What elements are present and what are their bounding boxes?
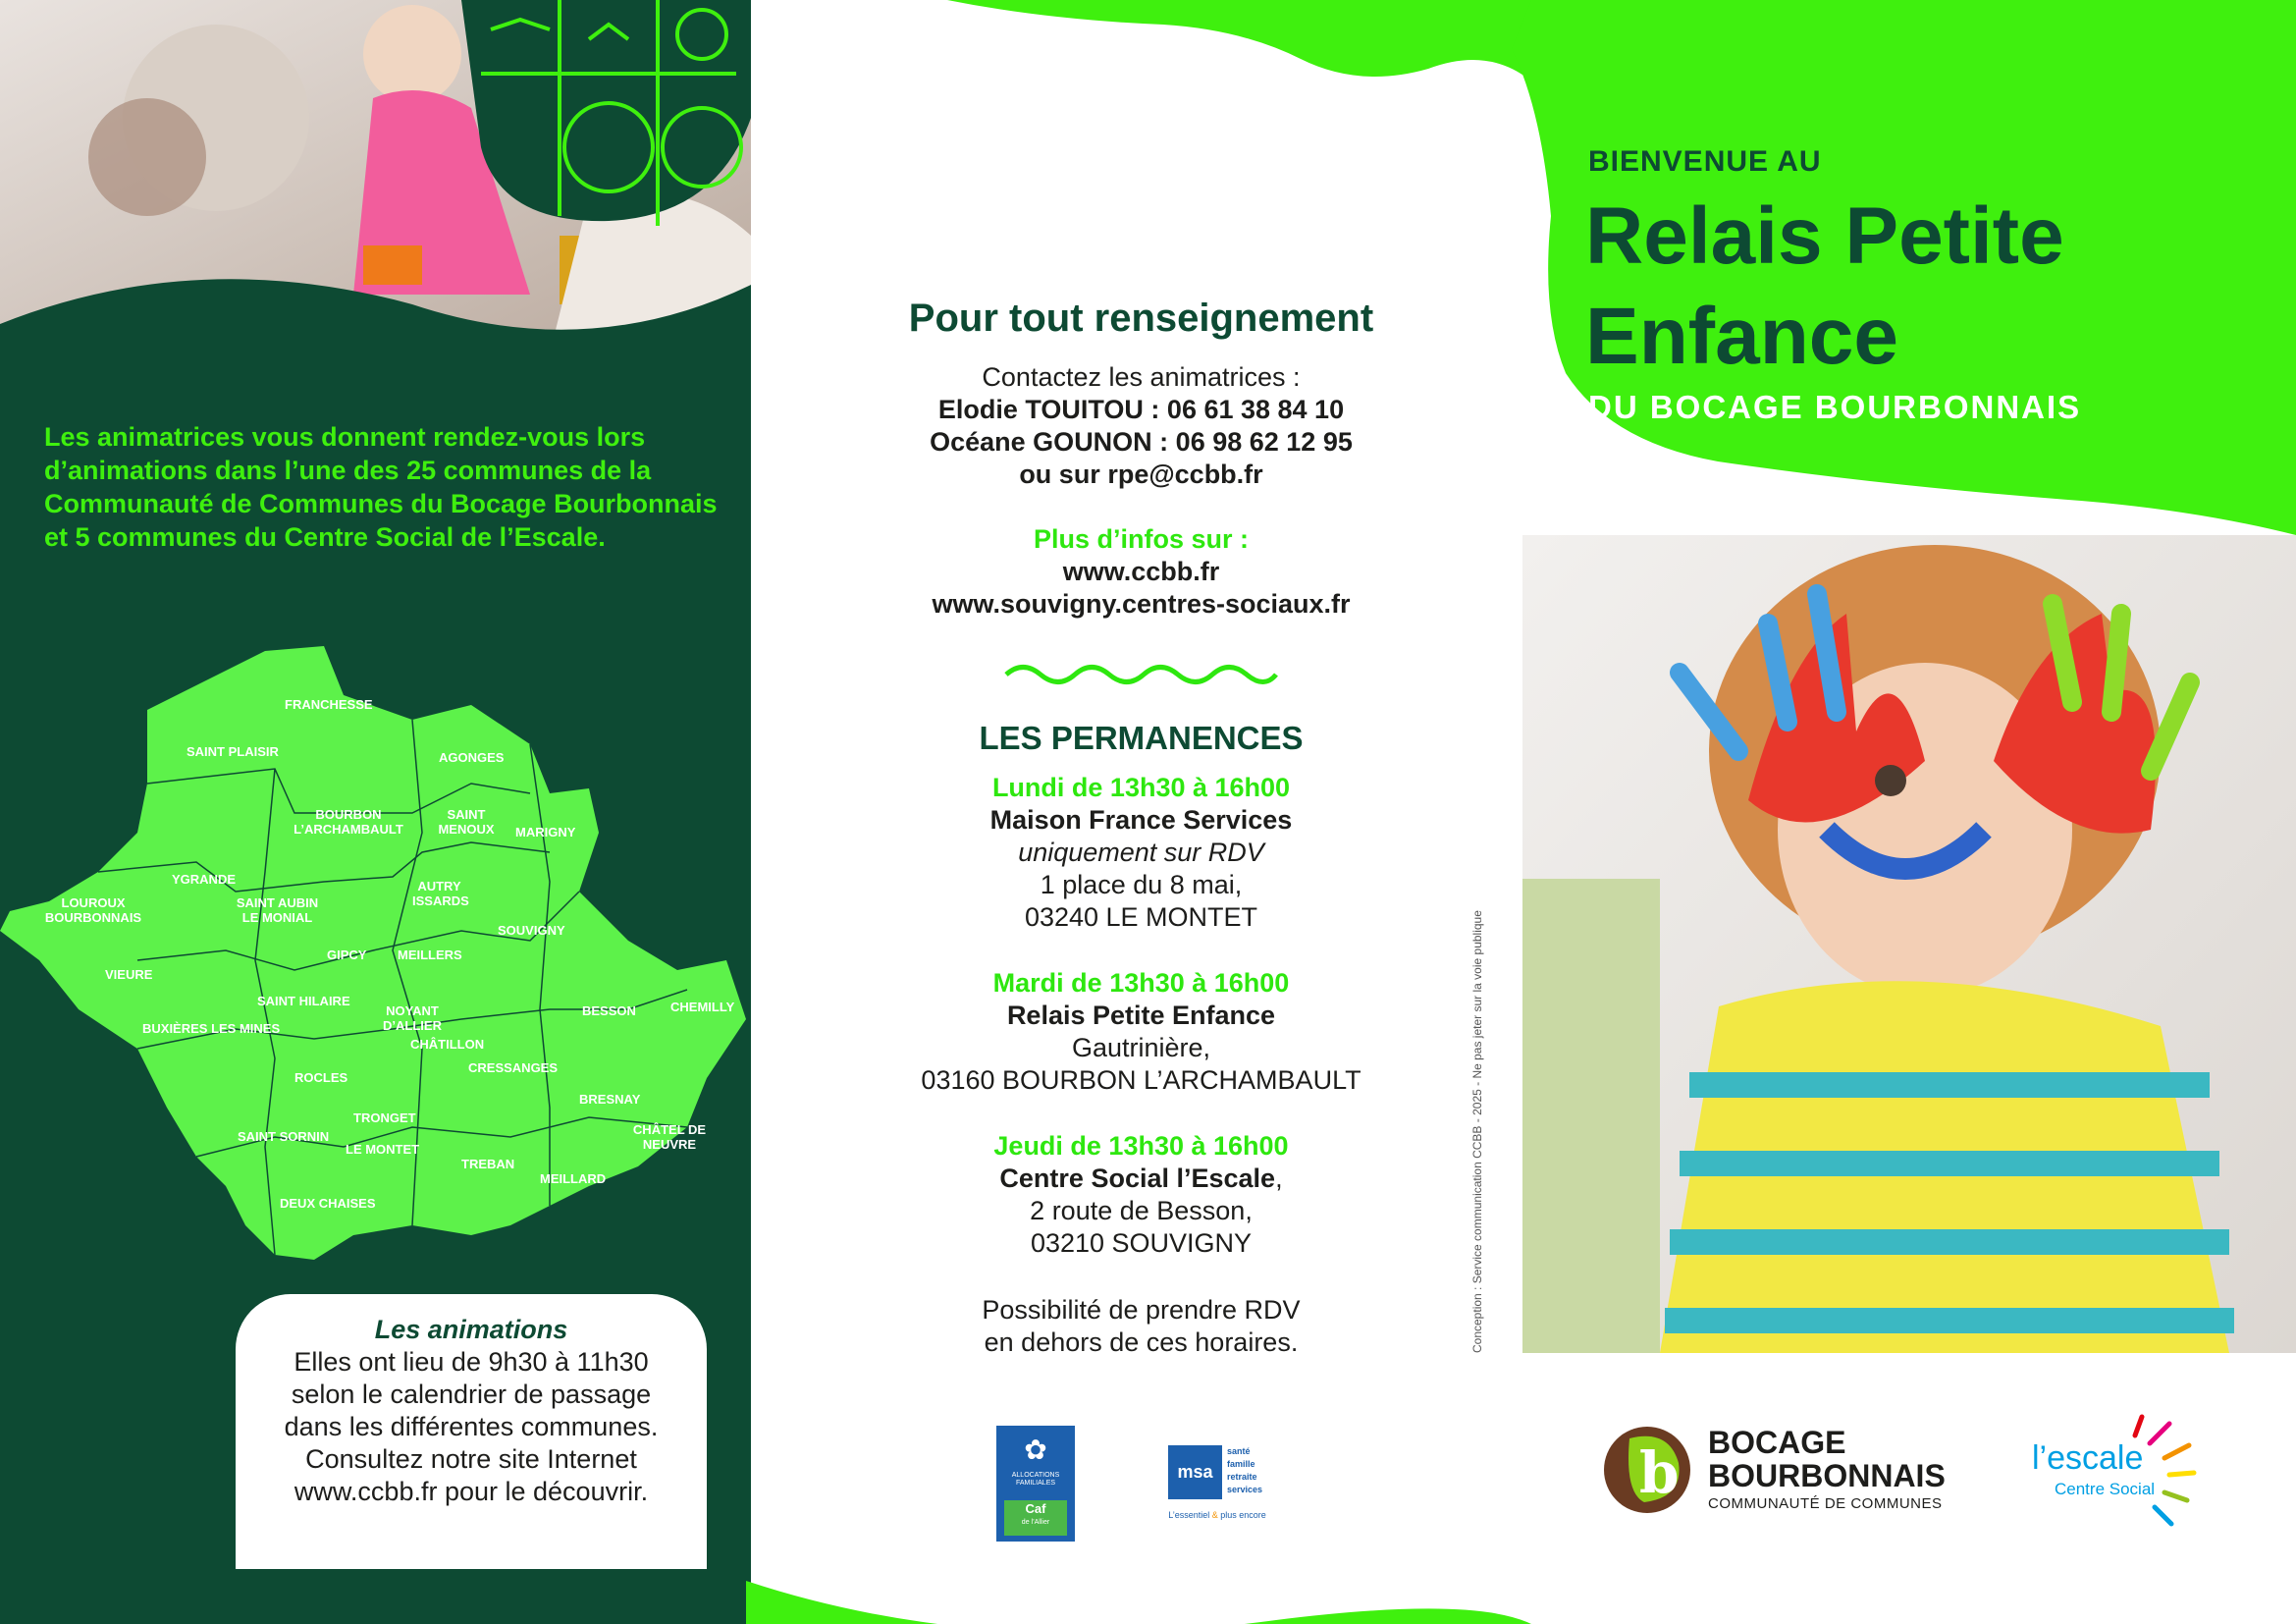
map-label-chemilly: CHEMILLY (670, 1000, 735, 1014)
map-label-saint-aubin: SAINT AUBIN LE MONIAL (236, 895, 319, 925)
perm-thursday-time: Jeudi de 13h30 à 16h00 (993, 1131, 1289, 1161)
msa-logo (1139, 1445, 1296, 1529)
map-label-marigny: MARIGNY (515, 825, 576, 839)
welcome-label: BIENVENUE AU (1588, 145, 1822, 178)
map-label-le-montet: LE MONTET (346, 1142, 420, 1157)
map-label-noyant: NOYANT D’ALLIER (383, 1003, 442, 1033)
info-heading: Pour tout renseignement (908, 297, 1374, 340)
perm-thursday-addr2: 03210 SOUVIGNY (1030, 1228, 1253, 1258)
perm-monday-addr1: 1 place du 8 mai, (1040, 870, 1243, 899)
caf-logo (996, 1426, 1075, 1542)
contact-elodie: Elodie TOUITOU : 06 61 38 84 10 (937, 395, 1345, 424)
subtitle: DU BOCAGE BOURBONNAIS (1588, 389, 2082, 425)
map-label-saint-menoux: SAINT MENOUX (438, 807, 495, 837)
svg-text:b: b (1639, 1439, 1680, 1506)
site-souvigny: www.souvigny.centres-sociaux.fr (932, 589, 1351, 619)
rdv-line-1: Possibilité de prendre RDV (982, 1295, 1301, 1325)
escale-logo-name: l’escale (2032, 1439, 2144, 1477)
design-credit: Conception : Service communication CCBB - 2025 - Ne pas jeter sur la voie publique (1470, 910, 1484, 1353)
map-label-besson: BESSON (582, 1003, 636, 1018)
msa-tagline-amp: & (1211, 1510, 1218, 1520)
map-label-bresnay: BRESNAY (579, 1092, 641, 1107)
animations-line-5: www.ccbb.fr pour le découvrir. (294, 1477, 649, 1506)
map-label-buxieres: BUXIÈRES LES MINES (142, 1021, 281, 1036)
perm-thursday-place-line (751, 1163, 1531, 1195)
contact-intro: Contactez les animatrices : (982, 362, 1301, 392)
perm-monday-addr2: 03240 LE MONTET (1024, 902, 1258, 932)
wavy-divider (1001, 660, 1281, 689)
map-label-saint-sornin: SAINT SORNIN (238, 1129, 330, 1144)
animations-title: Les animations (374, 1315, 568, 1344)
map-label-rocles: ROCLES (294, 1070, 348, 1085)
map-label-vieure: VIEURE (105, 967, 153, 982)
title-line-2: Enfance (1585, 292, 1898, 381)
perm-tuesday-addr2: 03160 BOURBON L’ARCHAMBAULT (921, 1065, 1362, 1095)
map-label-ygrande: YGRANDE (172, 872, 237, 887)
perm-monday-place: Maison France Services (989, 805, 1293, 835)
bocage-logo-line-1: BOCAGE (1708, 1425, 1846, 1460)
communes-map (0, 636, 751, 1265)
animations-line-1: Elles ont lieu de 9h30 à 11h30 (294, 1347, 649, 1377)
toy-pattern-decoration (461, 0, 751, 226)
perm-monday-time: Lundi de 13h30 à 16h00 (991, 773, 1291, 802)
map-label-souvigny: SOUVIGNY (498, 923, 565, 938)
child-painted-hands-photo (1522, 535, 2296, 1353)
caf-logo-name: Caf (1025, 1501, 1046, 1516)
site-ccbb: www.ccbb.fr (1062, 557, 1220, 586)
caf-emblem-icon: ✿ (1024, 1435, 1047, 1465)
perm-tuesday-addr1: Gautrinière, (1071, 1033, 1211, 1062)
map-label-meillers: MEILLERS (398, 947, 462, 962)
animations-line-4: Consultez notre site Internet (305, 1444, 637, 1474)
bocage-logo-line-3: COMMUNAUTÉ DE COMMUNES (1708, 1495, 1943, 1512)
map-label-deux-chaises: DEUX CHAISES (280, 1196, 376, 1211)
panel-wave (0, 226, 751, 422)
map-label-franchesse: FRANCHESSE (285, 697, 373, 712)
perm-thursday-place: Centre Social l’Escale (999, 1164, 1276, 1193)
escale-logo-subtitle: Centre Social (2055, 1480, 2156, 1498)
map-label-agonges: AGONGES (439, 750, 505, 765)
animations-line-2: selon le calendrier de passage (291, 1380, 652, 1409)
contact-email: ou sur rpe@ccbb.fr (1019, 460, 1263, 489)
intro-text: Les animatrices vous donnent rendez-vous lors d’animations dans l’une des 25 communes de la Communauté de Communes du Bocage Bourbonnais et 5 communes du Centre Social de l’Escale. (44, 422, 718, 552)
map-label-saint-hilaire: SAINT HILAIRE (257, 994, 350, 1008)
msa-tagline-2: plus encore (1220, 1510, 1266, 1520)
map-label-treban: TREBAN (461, 1157, 515, 1171)
caf-logo-region: de l’Allier (1021, 1519, 1050, 1526)
title-line-1: Relais Petite (1585, 191, 2064, 281)
map-label-autry-issards: AUTRY ISSARDS (412, 879, 469, 908)
rdv-line-2: en dehors de ces horaires. (984, 1327, 1299, 1357)
bocage-bourbonnais-logo-icon (1600, 1419, 1693, 1517)
more-info-label: Plus d’infos sur : (1033, 524, 1250, 554)
permanences-heading: LES PERMANENCES (979, 720, 1304, 756)
bottom-wave (0, 1512, 2296, 1624)
perm-thursday-addr1: 2 route de Besson, (1030, 1196, 1253, 1225)
msa-line-2: famille (1227, 1459, 1255, 1469)
map-label-saint-plaisir: SAINT PLAISIR (187, 744, 279, 759)
msa-line-4: services (1227, 1485, 1263, 1494)
perm-monday-note: uniquement sur RDV (1018, 838, 1264, 867)
map-label-louroux: LOUROUX BOURBONNAIS (44, 895, 142, 925)
caf-logo-text: ALLOCATIONS FAMILIALES (1011, 1472, 1060, 1487)
map-label-chatel-de-neuvre: CHÂTEL DE NEUVRE (632, 1122, 707, 1152)
perm-tuesday-time: Mardi de 13h30 à 16h00 (992, 968, 1290, 998)
msa-line-3: retraite (1227, 1472, 1257, 1482)
map-label-gipcy: GIPCY (327, 947, 367, 962)
contact-oceane: Océane GOUNON : 06 98 62 12 95 (930, 427, 1353, 457)
map-label-meillard: MEILLARD (540, 1171, 607, 1186)
msa-line-1: santé (1227, 1446, 1251, 1456)
perm-thursday-comma: , (1275, 1164, 1283, 1193)
msa-tagline-1: L’essentiel (1168, 1510, 1210, 1520)
perm-tuesday-place: Relais Petite Enfance (1006, 1001, 1276, 1030)
map-label-chatillon: CHÂTILLON (410, 1037, 485, 1052)
msa-logo-mark: msa (1168, 1445, 1222, 1499)
map-label-cressanges: CRESSANGES (468, 1060, 559, 1075)
right-header-blob (1394, 0, 2296, 569)
map-label-bourbon: BOURBON L’ARCHAMBAULT (294, 807, 403, 837)
bocage-logo-line-2: BOURBONNAIS (1708, 1458, 1946, 1493)
animations-line-3: dans les différentes communes. (284, 1412, 659, 1441)
map-label-tronget: TRONGET (353, 1110, 416, 1125)
